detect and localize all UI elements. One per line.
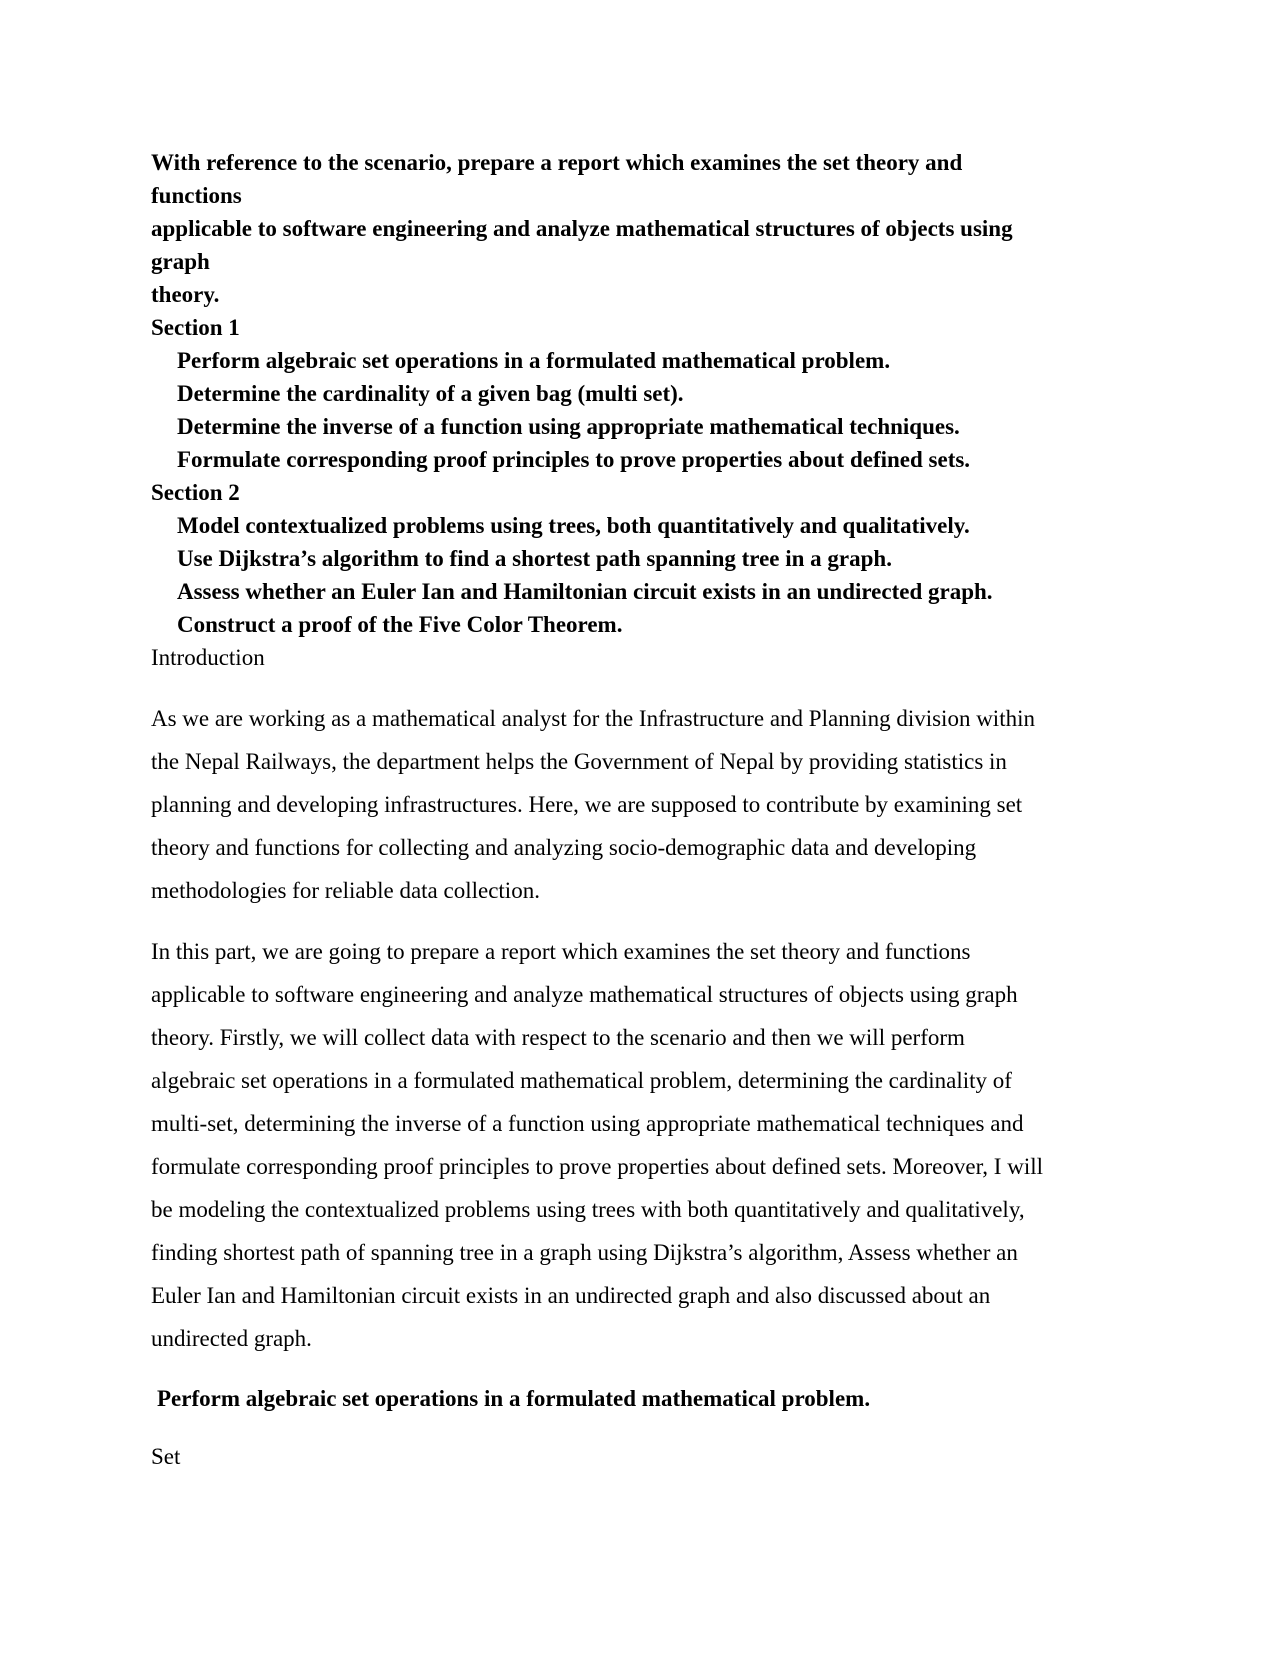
introduction-heading: Introduction [151, 645, 265, 670]
paragraph-line: undirected graph. [151, 1326, 312, 1351]
introduction-paragraph-2 [151, 930, 1131, 1360]
document-page [151, 146, 1131, 1473]
task-statement [151, 146, 1131, 311]
task-line: With reference to the scenario, prepare a report which examines the set theory and [151, 150, 963, 175]
task-line: applicable to software engineering and analyze mathematical structures of objects using [151, 216, 1013, 241]
section-1 [151, 311, 1131, 476]
task-line: functions [151, 183, 242, 208]
paragraph-line: planning and developing infrastructures. Here, we are supposed to contribute by examining set [151, 792, 1023, 817]
paragraph-line: theory and functions for collecting and analyzing socio-demographic data and developing [151, 835, 977, 860]
task-line: theory. [151, 282, 220, 307]
section-1-item: Determine the inverse of a function using appropriate mathematical techniques. [177, 414, 960, 439]
section-1-item: Determine the cardinality of a given bag (multi set). [177, 381, 684, 406]
paragraph-line: the Nepal Railways, the department helps the Government of Nepal by providing statistics in [151, 749, 1007, 774]
section-1-item: Formulate corresponding proof principles to prove properties about defined sets. [177, 447, 971, 472]
paragraph-line: multi-set, determining the inverse of a function using appropriate mathematical techniques and [151, 1111, 1024, 1136]
paragraph-line: Euler Ian and Hamiltonian circuit exists in an undirected graph and also discussed about an [151, 1283, 991, 1308]
paragraph-line: As we are working as a mathematical analyst for the Infrastructure and Planning division within [151, 706, 1035, 731]
section-1-title: Section 1 [151, 315, 240, 340]
paragraph-line: finding shortest path of spanning tree in a graph using Dijkstra’s algorithm, Assess whether an [151, 1240, 1018, 1265]
paragraph-line: applicable to software engineering and analyze mathematical structures of objects using graph [151, 982, 1018, 1007]
section-2-item: Model contextualized problems using trees, both quantitatively and qualitatively. [177, 513, 970, 538]
paragraph-line: theory. Firstly, we will collect data with respect to the scenario and then we will perform [151, 1025, 965, 1050]
paragraph-line: be modeling the contextualized problems using trees with both quantitatively and qualitatively, [151, 1197, 1025, 1222]
section-1-item: Perform algebraic set operations in a formulated mathematical problem. [177, 348, 891, 373]
paragraph-line: algebraic set operations in a formulated mathematical problem, determining the cardinality of [151, 1068, 1012, 1093]
task-line: graph [151, 249, 210, 274]
set-heading: Set [151, 1444, 181, 1469]
section-2-item: Use Dijkstra’s algorithm to find a shortest path spanning tree in a graph. [177, 546, 892, 571]
subsection-heading: Perform algebraic set operations in a formulated mathematical problem. [157, 1386, 871, 1411]
paragraph-line: In this part, we are going to prepare a report which examines the set theory and functions [151, 939, 971, 964]
section-2-item: Construct a proof of the Five Color Theorem. [177, 612, 623, 637]
paragraph-line: methodologies for reliable data collection. [151, 878, 540, 903]
paragraph-line: formulate corresponding proof principles to prove properties about defined sets. Moreover, I will [151, 1154, 1043, 1179]
section-2-title: Section 2 [151, 480, 240, 505]
section-2 [151, 476, 1131, 641]
section-2-item: Assess whether an Euler Ian and Hamiltonian circuit exists in an undirected graph. [177, 579, 993, 604]
introduction-paragraph-1 [151, 697, 1131, 912]
